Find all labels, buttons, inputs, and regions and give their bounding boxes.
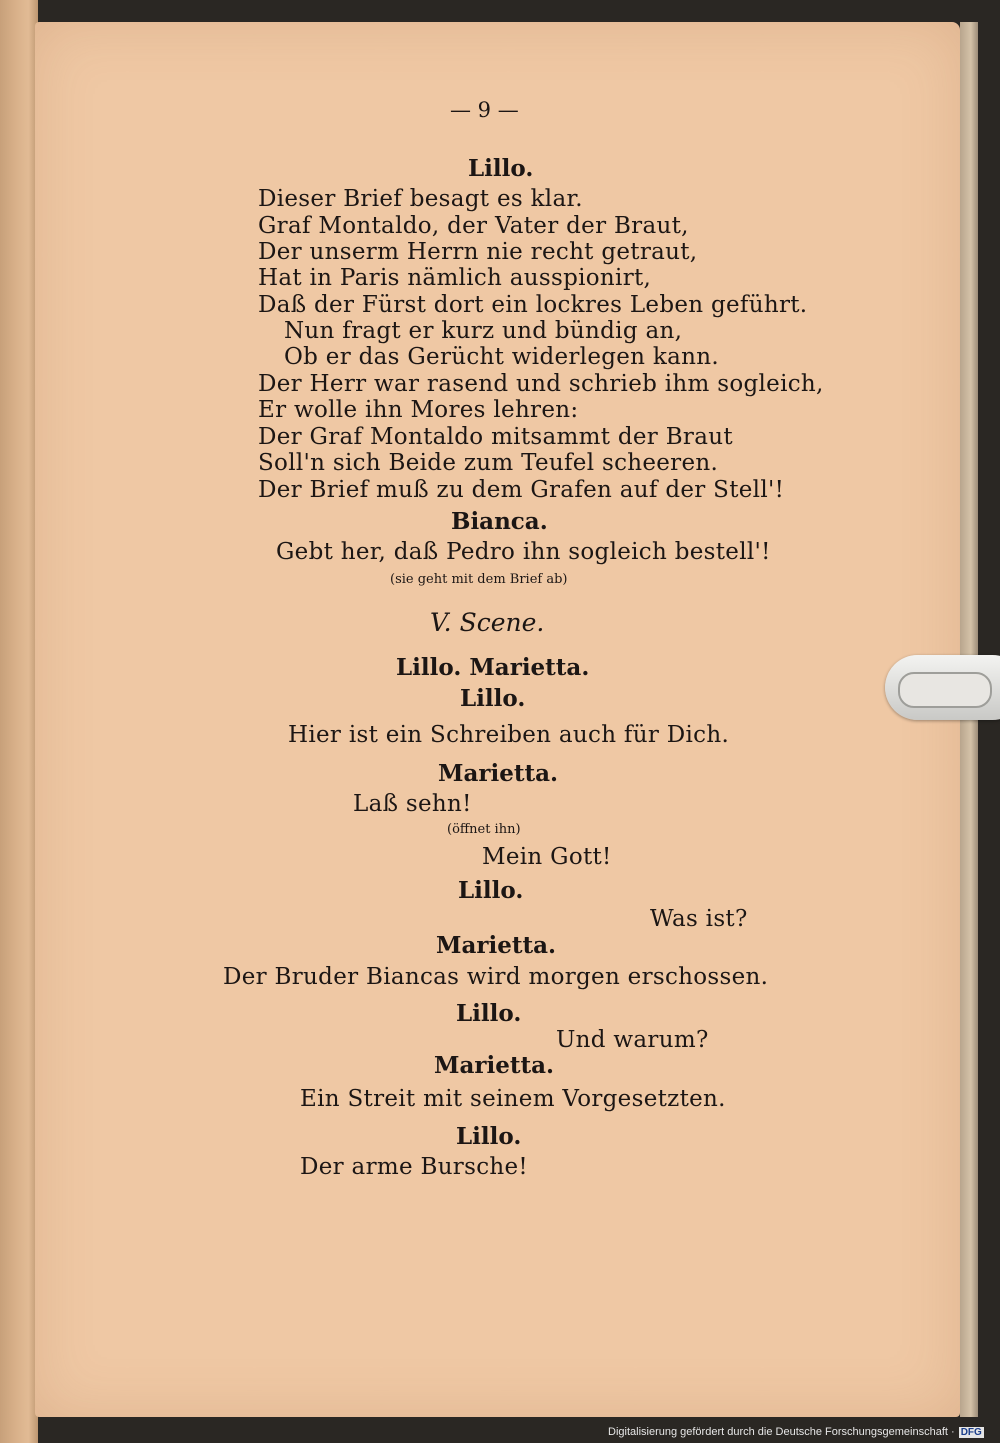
verse-line: Ein Streit mit seinem Vorgesetzten. — [300, 1086, 726, 1112]
speaker-lillo: Lillo. — [456, 1000, 522, 1027]
verse-line: Soll'n sich Beide zum Teufel scheeren. — [258, 450, 719, 476]
speaker-marietta: Marietta. — [434, 1052, 555, 1079]
verse-line: Mein Gott! — [482, 844, 612, 870]
speaker-marietta: Marietta. — [438, 760, 559, 787]
speaker-lillo: Lillo. — [468, 155, 534, 182]
page-clip-slot — [898, 672, 992, 708]
verse-line: Und warum? — [556, 1027, 709, 1053]
speaker-marietta: Marietta. — [436, 932, 557, 959]
verse-line: Laß sehn! — [353, 791, 472, 817]
verse-line: Ob er das Gerücht widerlegen kann. — [284, 344, 719, 370]
verse-line: Der Bruder Biancas wird morgen erschossen. — [223, 964, 769, 990]
stage-direction: (öffnet ihn) — [447, 822, 521, 837]
verse-line: Der Herr war rasend und schrieb ihm sogleich, — [258, 371, 824, 397]
verse-line: Hat in Paris nämlich ausspionirt, — [258, 265, 652, 291]
verse-line: Gebt her, daß Pedro ihn sogleich bestell'! — [276, 539, 771, 565]
scene-heading: V. Scene. — [430, 608, 545, 637]
dfg-logo: DFG — [960, 1427, 982, 1438]
verse-line: Der arme Bursche! — [300, 1154, 528, 1180]
scene-characters: Lillo. Marietta. — [396, 654, 590, 681]
verse-line: Der unserm Herrn nie recht getraut, — [258, 239, 698, 265]
verse-line: Graf Montaldo, der Vater der Braut, — [258, 213, 689, 239]
verse-line: Was ist? — [650, 906, 748, 932]
speaker-lillo: Lillo. — [456, 1123, 522, 1150]
page-number: — 9 — — [450, 98, 519, 122]
speaker-bianca: Bianca. — [451, 508, 548, 535]
credit-text: Digitalisierung gefördert durch die Deutsche Forschungsgemeinschaft · — [608, 1426, 955, 1438]
verse-line: Der Brief muß zu dem Grafen auf der Stell'! — [258, 477, 785, 503]
verse-line: Hier ist ein Schreiben auch für Dich. — [288, 722, 730, 748]
speaker-lillo: Lillo. — [458, 877, 524, 904]
verse-line: Daß der Fürst dort ein lockres Leben geführt. — [258, 292, 808, 318]
verse-line: Nun fragt er kurz und bündig an, — [284, 318, 683, 344]
stage-direction: (sie geht mit dem Brief ab) — [390, 572, 568, 587]
verse-line: Er wolle ihn Mores lehren: — [258, 397, 579, 423]
speaker-lillo: Lillo. — [460, 685, 526, 712]
digitization-credit — [608, 1426, 984, 1438]
verse-line: Dieser Brief besagt es klar. — [258, 186, 583, 212]
book-spine — [0, 0, 38, 1443]
verse-line: Der Graf Montaldo mitsammt der Braut — [258, 424, 733, 450]
